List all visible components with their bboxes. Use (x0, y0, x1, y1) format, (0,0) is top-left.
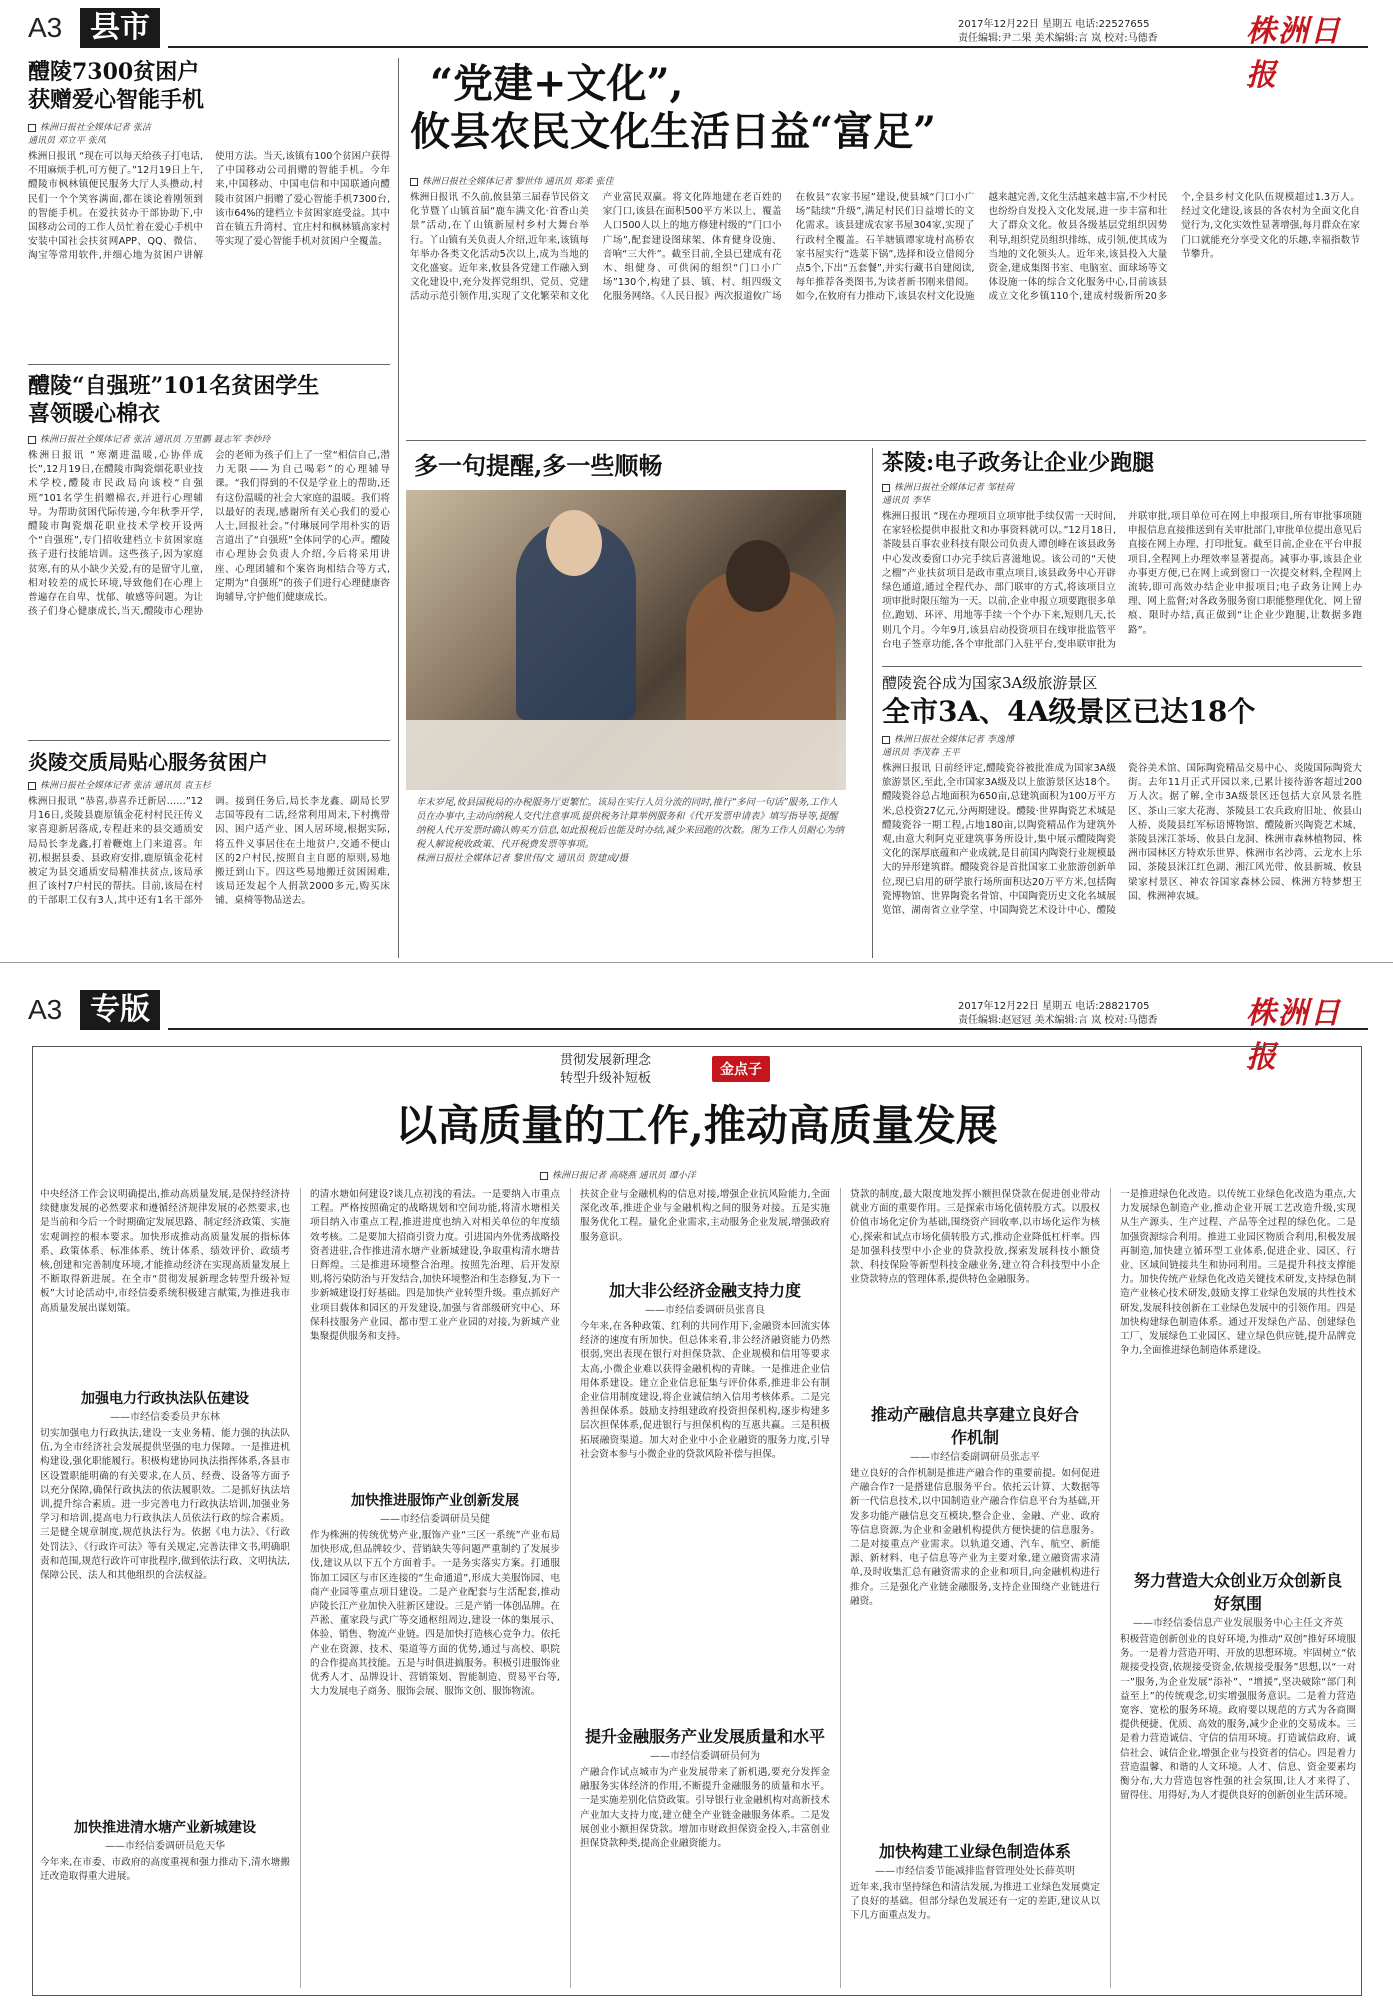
headline: “党建+文化”, (430, 60, 684, 107)
section-title: 加快推进服饰产业创新发展 (351, 1493, 519, 1509)
story-title: 醴陵“自强班”101名贫困学生 (28, 373, 320, 399)
section-author: ——市经信委调研员危天华 (105, 1841, 225, 1852)
square-icon (882, 484, 890, 492)
story-liling-porcelain (882, 672, 1362, 958)
kicker-line2: 转型升级补短板 (560, 1071, 652, 1086)
section-title: 推动产融信息共享建立良好合作机制 (870, 1405, 1079, 1447)
photo-clerk-head (546, 510, 602, 576)
photo-story-title: 多一句提醒,多一些顺畅 (414, 451, 663, 480)
bottom-column-2 (310, 1188, 560, 1988)
section-title: 加强电力行政执法队伍建设 (81, 1391, 249, 1407)
column-intro: 中央经济工作会议明确提出,推动高质量发展,是保持经济持续健康发展的必然要求和遵循经济规律发展的必然要求,也是当前和今后一个时期确定发展思路、制定经济政策、实施宏观调控的根本要求。加快形成推动高质量发展的指标体系、政策体系、标准体系、统计体系、绩效评价、政绩考核,创建和完善制度环境,才能推动经济在实现高质量发展上不断取得新进展。在全市“贯彻发展新理念转型升级补短板”大讨论活动中,市经信委系统积极建言献策,为推进我市高质量发展出谋划策。 (40, 1189, 290, 1314)
column-divider (300, 1188, 301, 1988)
story-body: 株洲日报讯 “现在可以每天给孩子打电话,不用麻烦手机,可方便了。”12月19日上午,醴陵市枫林镇便民服务大厅人头攒动,村民们一个个笑容满面,都在谈论着刚领到的智能手机。在爱扶贫办干部协助下,中国移动公司的工作人员忙着在爱心手机中安装中国社会扶贫网APP、QQ、微信、淘宝等常用软件,并细心地为贫困户讲解使用方法。当天,该镇有100个贫困户获得了中国移动公司捐赠的智能手机。今年来,中国移动、中国电信和中国联通向醴陵市贫困户捐赠了爱心智能手机7300台,该市64%的建档立卡贫困家庭受益。其中首在镇五升湾村、宜庄村和枫林镇高家村等实现了爱心智能手机对贫困户全覆盖。 (28, 151, 390, 262)
section-body: 今年来,在各种政策、红利的共同作用下,金融资本回流实体经济的速度有所加快。但总体来看,非公经济融资能力仍然很弱,突出表现在银行对担保贷款、企业规模和信用等要求太高,小微企业难以获得金融机构的青睐。一是推进企业信用体系建设。建立企业信息征集与评价体系,推进非公有制企业信用制度建设,将企业诚信纳入信用考核体系。二是完善担保体系。鼓励支持组建政府投资担保机构,逐步构建多层次担保体系,促进银行与担保机构的互惠共赢。三是积极拓展融资渠道。加大对企业中小企业融资的服务力度,引导社会资本参与小微企业的贷款风险补偿与担保。 (580, 1321, 830, 1460)
photo-credit: 株洲日报社全媒体记者 黎世伟/文 通讯员 贺建成/摄 (416, 853, 629, 864)
square-icon (28, 124, 36, 132)
divider (28, 740, 390, 741)
photo-man-head (726, 540, 790, 612)
bottom-column-4 (850, 1188, 1100, 1988)
story-byline: 株洲日报社全媒体记者 张洁 通讯员 邓立平 张凤 (28, 123, 151, 146)
section-title: 加快推进清水塘产业新城建设 (74, 1820, 256, 1836)
badge: 金点子 (712, 1056, 770, 1082)
section-body: 切实加强电力行政执法,建设一支业务精、能力强的执法队伍,为全市经济社会发展提供坚强的电力保障。一是推进机构建设,强化职能履行。积极构建协同执法指挥体系,各县市区设置职能明确的有关要求,在人员、经费、设备等方面予以充分保障,确保行政执法的依法履职效。二是抓好执法培训,提升综合素质。进一步完善电力行政执法培训,加强业务学习和培训,提高电力行政执法人员依法行政的综合素质。三是健全规章制度,规范执法行为。依据《电力法》、《行政处罚法》、《行政许可法》等有关规定,完善法律文书,明确职责和范围,规范行政许可审批程序,做到依法行政、文明执法,保障公民、法人和其他组织的合法权益。 (40, 1428, 290, 1582)
section-title: 努力营造大众创业万众创新良好氛围 (1133, 1571, 1342, 1613)
special-byline: 株洲日报记者 高晓燕 通讯员 谭小洋 (540, 1170, 960, 1183)
bottom-column-1 (40, 1188, 290, 1988)
square-icon (540, 1172, 548, 1180)
kicker-block (560, 1052, 860, 1092)
story-chaling (882, 448, 1362, 664)
bottom-column-3 (580, 1188, 830, 1988)
section-title: 加大非公经济金融支持力度 (608, 1281, 801, 1300)
section-author: ——市经信委调研员吴健 (380, 1514, 490, 1525)
column-divider (570, 1188, 571, 1988)
section-author: ——市经信委副调研员张志平 (910, 1452, 1040, 1463)
square-icon (28, 782, 36, 790)
story-body: 株洲日报讯 不久前,攸县第三届春节民俗文化节暨丫山镇首届“鹿车满文化·首香山美景”活动,在丫山镇新屋村乡村大舞台举行。丫山镇有关负责人介绍,近年来,该镇每年举办各类文化活动5次以上,成为当地的文化盛宴。近年来,攸县各党建工作融入到文化建设中,充分发挥党组织、党员、党建活动示范引领作用,实现了文化繁荣和文化产业富民双赢。将文化阵地建在老百姓的家门口,该县在面积500平方米以上、覆盖人口500人以上的地方修建村级的“门口小广场”,配套建设图球架、体育健身设施、音响“三大件”。截至目前,全县已建成有花木、组健身、可供闲的组织“门口小广场”130个,构建了县、镇、村、组四级文化服务网络。《人民日报》两次报道攸广场在攸县“农家书屋”建设,使县城“门口小广场”陆续“升级”,满足村民们日益增长的文化需求。该县建成农家书屋304家,实现了行政村全覆盖。石羊塘镇谭家垅村高桥农家书屋实行“选菜下锅”,选择和设立借阅分点5个,下出“五套餐”,并实行藏书自建阅读,每年推荐各类图书,为读者新书刚来借阅。如今,在攸府有力推动下,该县农村文化设施越来越完善,文化生活越来越丰富,不少村民也纷纷自发投入文化发展,进一步丰富和壮大了群众文化。攸县各级基层党组织因势利导,组织党员组织排练、成引领,使其成为当地的文化领头人。近年来,该县投入大量资金,建成集图书室、电脑室、面球场等文体设施一体的综合文化服务中心,目前该县成立文化乡镇110个,建成村级新所20多个,全县乡村文化队伍规模超过1.3万人。经过文化建设,该县的各农村为全面文化自觉行为,文化实效性显著增强,每月群众在家门口就能充分享受文化的乐趣,幸福指数节节攀升。 (410, 192, 1360, 303)
section-author: ——市经信委调研员何为 (650, 1751, 760, 1762)
story-smartphones (28, 58, 390, 358)
news-photo (406, 490, 846, 790)
story-title: 炎陵交质局贴心服务贫困户 (28, 750, 268, 774)
story-byline: 株洲日报社全媒体记者 张洁 通讯员 袁玉杉 (28, 780, 390, 793)
column-divider (1110, 1188, 1111, 1988)
page-number: A3 (28, 994, 63, 1025)
story-title-line2: 喜领暖心棉衣 (28, 401, 161, 427)
column-intro: 贷款的制度,最大限度地发挥小额担保贷款在促进创业带动就业方面的重要作用。三是探索市场化债转股方式。以股权价值市场化定价为基础,围绕资产回收率,以市场化运作为核心,探索和试点市场化债转股方式,推动企业降低杠杆率。四是加强科技型中小企业的贷款投放,探索发展科技小额贷款、科技保险等新型科技金融业务,建立符合科技型中小企业贷款特点的管理体系,提供特色金融服务。 (850, 1189, 1100, 1286)
square-icon (28, 436, 36, 444)
story-title: 茶陵:电子政务让企业少跑腿 (882, 450, 1155, 476)
story-byline: 株洲日报社全媒体记者 黎世伟 通讯员 郑柔 张佳 (410, 176, 630, 189)
story-title: 醴陵7300贫困户 (28, 59, 200, 85)
headline-line2: 攸县农民文化生活日益“富足” (410, 108, 937, 155)
editor-line: 责任编辑:赵冠冠 美术编辑:言 岚 校对:马德香 (958, 1015, 1158, 1026)
story-party-culture (410, 60, 1360, 440)
section-body: 近年来,我市坚持绿色和清洁发展,为推进工业绿色发展奠定了良好的基础。但部分绿色发展还有一定的差距,建议从以下几方面重点发力。 (850, 1882, 1100, 1922)
photo-desk (406, 720, 846, 790)
story-cotton-coats (28, 372, 390, 732)
masthead-logo: 株洲日报 (1246, 14, 1342, 93)
date-line: 2017年12月22日 星期五 电话:22527655 (958, 19, 1150, 30)
section-body: 积极营造创新创业的良好环境,为推动“双创”推好环境服务。一是着力营造开明、开放的思想环境。牢固树立“依规接受投资,依规接受资金,依规接受服务”思想,以“一对一”服务,为企业发展“添补”、“增援”,坚决破除“部门利益至上”的传统观念,切实增强服务意识。二是着力营造宽容、宽松的服务环境。政府要以规范的方式为各商圈提供便捷、优质、高效的服务,减少企业的交易成本。三是着力营造诚信、守信的信用环境。打造诚信政府、诚信社会、诚信企业,增强企业与投资者的信心。四是着力营造温馨、和谐的人文环境。人才、信息、资金要素均衡分布,大力营造包容性强的社会氛围,让人才来得了、留得住、用得好,为人才提供良好的创新创业生活环境。 (1120, 1634, 1356, 1802)
section-author: ——市经信委委员尹东林 (110, 1412, 220, 1423)
square-icon (410, 178, 418, 186)
column-intro: 一是推进绿色化改造。以传统工业绿色化改造为重点,大力发展绿色制造产业,推动企业开展工艺改造升级,实现从生产源头、生产过程、产品等全过程的绿色化。二是加强资源综合利用。推进工业园区物质合利用,积极发展再制造,加快建立循环型工业体系,促进企业、园区、行业、区域间链接共生和协同利用。三是提升科技支撑能力。加快传统产业绿色化改造关键技术研发,支持绿色制造产业核心技术研发,鼓励支撑工业绿色发展的共性技术研发,发展科技创新在工业绿色发展中的引领作用。四是加快构建绿色制造体系。通过开发绿色产品、创建绿色工厂、发展绿色工业园区、建立绿色供应链,提升品牌竞争力,全面推进绿色制造体系建设。 (1120, 1189, 1356, 1357)
section-title: 提升金融服务产业发展质量和水平 (584, 1727, 825, 1746)
section-author: ——市经信委节能减排监督管理处处长薛英明 (875, 1866, 1075, 1877)
story-title: 全市3A、4A级景区已达18个 (882, 695, 1256, 728)
header-rule (168, 1028, 1368, 1030)
photo-story (406, 448, 866, 958)
story-byline: 株洲日报社全媒体记者 张洁 通讯员 万里鹏 聂志军 李妙玲 (28, 434, 390, 447)
kicker-line1: 贯彻发展新理念 (560, 1053, 652, 1068)
special-headline: 以高质量的工作,推动高质量发展 (395, 1101, 998, 1150)
story-yanling (28, 748, 390, 956)
column-divider (398, 58, 399, 958)
story-title-line2: 获赠爱心智能手机 (28, 87, 205, 113)
section-label: 专版 (80, 990, 160, 1030)
section-body: 作为株洲的传统优势产业,服饰产业“三区一系统”产业布局加快形成,但品牌较少、营销缺失等问题严重制约了发展步伐,建议从以下五个方面着手。一是务实落实方案。打通服饰加工园区与市区连接的“生命通道”,形成大美服饰园、电商产业园等重点项目建设。二是产业配套与生活配套,推动庐陵长江产业加快入驻新区建设。三是产销一体创品牌。在芦淞、董家段与武广等交通枢纽周边,建设一体的集展示、体验、销售、物流产业链。四是加快打造核心竞争力。依托产业在资源、技术、渠道等方面的优势,通过与高校、职院的合作提高其技能。五是与时俱进搞服务。积极引进服饰业优秀人才、品牌设计、营销策划、智能制造、贸易平台等,大力发展电子商务、服饰会展、服饰文创、服饰物流。 (310, 1530, 560, 1698)
story-body: 株洲日报讯 “寒潮进温暖,心协伴成长”,12月19日,在醴陵市陶瓷烟花职业技术学校,醴陵市民政局向该校“自强班”101名学生捐赠棉衣,并进行心理辅导。为帮助贫困代际传递,今年秋季开学,醴陵市陶瓷烟花职业技术学校开设两个“自强班”,专门招收建档立卡贫困家庭孩子进行技能培训。这些孩子,因为家庭贫寒,有的从小缺少关爱,有的是留守儿童,相对较差的成长环境,导致他们在心理上普遍存在自卑、忧郁、敏感等问题。为让孩子们身心健康成长,当天,醴陵市心理协会的老师为孩子们上了一堂“相信自己,潜力无限——为自己喝彩”的心理辅导课。“我们得到的不仅是学业上的帮助,还有这份温暖的社会大家庭的温暖。我们将以最好的表现,感谢所有关心我们的爱心人士,回报社会。”付琳展同学用朴实的语言道出了“自强班”全体同学的心声。醴陵市心理协会负责人介绍,今后将采用讲座、心理团辅和个案咨询相结合等方式,定期为“自强班”的孩子们进行心理健康咨询辅导,守护他们健康成长。 (28, 450, 390, 618)
page-number: A3 (28, 12, 63, 43)
section-title: 加快构建工业绿色制造体系 (878, 1842, 1071, 1861)
photo-caption: 年末岁尾,攸县国税局的办税服务厅更繁忙。该局在实行人员分流的同时,推行“多问一句话”服务,工作人员在办事中,主动向纳税人交代注意事项,提供税务计算举例服务和《代开发票申请表》填写指导等,提醒纳税人代开发票时确认购买方信息,如此报税后也能及时办结,减少来回跑的次数。图为工作人员耐心为纳税人解说税收政策、代开税费发票等事项。 株洲日报社全媒体记者 黎世伟/文 通讯员 贺建成/摄 (416, 797, 844, 864)
story-byline: 株洲日报社全媒体记者 邹桂荷 通讯员 李华 (882, 483, 1014, 506)
section-body: 今年来,在市委、市政府的高度重视和强力推动下,清水塘搬迁改造取得重大进展。 (40, 1857, 290, 1883)
square-icon (882, 736, 890, 744)
page-split (0, 962, 1393, 963)
section-author: ——市经信委信息产业发展服务中心主任文齐英 (1133, 1618, 1343, 1629)
column-divider (840, 1188, 841, 1988)
bottom-column-5 (1120, 1188, 1356, 1988)
divider (28, 364, 390, 365)
section-label: 县市 (80, 8, 160, 48)
story-kicker: 醴陵瓷谷成为国家3A级旅游景区 (882, 674, 1098, 692)
masthead-logo: 株洲日报 (1246, 996, 1342, 1075)
header-rule (168, 46, 1368, 48)
section-body: 产融合作试点城市为产业发展带来了新机遇,要充分发挥金融服务实体经济的作用,不断提升金融服务的质量和水平。一是实施差别化信贷政策。引导银行业金融机构对高新技术产业加大支持力度,建立健全产业链金融服务体系。二是发展创业小额担保贷款。增加市财政担保资金投入,丰富创业担保贷款种类,提高企业融资能力。 (580, 1767, 830, 1850)
story-body: 株洲日报讯 日前经评定,醴陵瓷谷被批准成为国家3A级旅游景区,至此,全市国家3A级及以上旅游景区达18个。醴陵瓷谷总占地面积为650亩,总建筑面积为100万平方米,总投资27亿元,分两期建设。醴陵·世界陶瓷艺术城是醴陵瓷谷一期工程,占地180亩,以陶瓷精品作为建筑外观,由意大利阿克亚建筑事务所设计,集中展示醴陵陶瓷文化的深厚底蕴和产业成就,是目前国内陶瓷行业规模最大的异形建筑群。醴陵瓷谷是首批国家工业旅游创新单位,现已启用的研学旅行场所面积达20万平方米,包括陶瓷博物馆、世界陶瓷名骨馆、中国陶瓷历史文化名城展览馆、湖南省立业学堂、中国陶瓷艺术设计中心、醴陵瓷谷美术馆、国际陶瓷精品交易中心、炎陵国际陶瓷大街。去年11月正式开园以来,已累计接待游客超过200万人次。据了解,全市3A级景区还包括大京风景名胜区、茶山三家大花海、茶陵县工农兵政府旧址、攸县山人桥、炎陵县红军标语博物馆、醴陵新兴陶瓷艺术城、茶陵县洣江茶场、攸县白龙洞、株洲市森林植物园、株洲市园林区方特欢乐世界、株洲市名沙湾、云龙水上乐园、茶陵县洣江红色湖、湘江风光带、攸县新城、攸县梁家村景区、神农谷国家森林公园、株洲方特梦想王国、株洲神农城。 (882, 763, 1362, 917)
column-divider (872, 448, 873, 958)
story-body: 株洲日报讯 “恭喜,恭喜乔迁新居……”12月16日,炎陵县鹿原镇金花村村民汪传义家喜迎新居落成,专程赶来的县交通质安局局长李龙鑫,打着鞭炮上门来道喜。年初,根据县委、县政府安排,鹿原镇金花村被定为县交通质安局精准扶贫点,该局承担了该村7户村民的帮扶。目前,该局在村的干部职工仅有3人,其中还有1名干部外调。接到任务后,局长李龙鑫、副局长罗志国等段有二话,经常利用周末,下村携带因、困户适产业、困人居环境,根据实际,将五件义事居住在土地贫户,交通不便山区的2户村民,按照自主自愿的原则,易地搬迁到山下。四这些易地搬迁贫困困难,该局还发起个人捐款2000多元,购买床铺、桌椅等物品送去。 (28, 796, 390, 907)
divider (406, 440, 1366, 441)
column-intro: 的清水塘如何建设?谈几点初浅的看法。一是要纳入市重点工程。严格按照确定的战略规划和空间功能,将清水塘相关项目纳入市重点工程,推进进度也纳入对相关单位的年度绩效考核。二是要加大招商引资力度。引进国内外优秀战略投资者进驻,合作推进清水塘产业新城建设,争取重构清水塘昔日辉煌。三是推进环境整合治理。按照先治理、后开发原则,将污染防治与开发结合,加快环境整治和生态修复,为下一步新城建设打好基础。四是加快产业转型升级。重点抓好产业项目载体和园区的开发建设,加强与省部级研究中心、环保科技服务产业园、都市型工业产业园的对接,为新城产业集聚提供服务和支持。 (310, 1189, 560, 1343)
story-body: 株洲日报讯 “现在办理项目立项审批手续仅需一天时间,在家轻松提供申报批文和办事资料就可以。”12月18日,茶陵县百事农业科技有限公司负责人谭创峰在该县政务中心发改委窗口办完手续后喜滋地说。该公司的“天使之榴”产业扶贫项目是政市重点项目,该县政务中心开辟绿色通道,通过全程代办、部门联审的方式,将该项目立项审批时限压缩为一天。以前,企业申报立项要跑很多单位,跑划、环评、用地等手续一个个办下来,短则几天,长则几个月。今年9月,该县启动投资项目在线审批监管平台电子签章功能,各个审批部门入驻平台,变串联审批为并联审批,项目单位可在网上申报项目,所有审批事项随申报信息直接推送到有关审批部门,审批单位提出意见后直接在网上办理、打印批复。截至目前,企业在平台申报项目,全程网上办理效率显著提高。减事办事,该县企业办事更方便,已在网上或到窗口一次提交材料,全程网上流转,即可高效办结企业申报项目;电子政务让网上办理、网上监督;对各政务服务窗口职能整理优化、网上留痕、限时办结,真正做到“让企业少跑腿,让数据多跑路”。 (882, 511, 1362, 650)
column-intro: 扶贫企业与金融机构的信息对接,增强企业抗风险能力,全面深化改革,推进企业与金融机构之间的服务对接。五是实施服务优化工程。量化企业需求,主动服务企业发展,增强政府服务意识。 (580, 1189, 830, 1243)
story-byline: 株洲日报社全媒体记者 李逸博 通讯员 李茂春 王平 (882, 735, 1014, 758)
divider (882, 666, 1362, 667)
editor-line: 责任编辑:尹二果 美术编辑:言 岚 校对:马德香 (958, 33, 1158, 44)
date-line: 2017年12月22日 星期五 电话:28821705 (958, 1001, 1150, 1012)
section-body: 建立良好的合作机制是推进产融合作的重要前提。如何促进产融合作?一是搭建信息服务平台。依托云计算、大数据等新一代信息技术,以中国制造业产融合作信息平台为基础,开发多功能产融信息交互模块,整合企业、金融、产业、政府等信息资源,为企业和金融机构提供方便快捷的信息服务。二是对接重点产业需求。以轨道交通、汽车、航空、新能源、新材料、电子信息等产业为主要对象,建立融资需求清单,及时收集汇总有融资需求的企业和项目,向金融机构进行推介。三是强化产业链金融服务,支持企业围绕产业链进行融资。 (850, 1468, 1100, 1607)
section-author: ——市经信委调研员张喜良 (645, 1305, 765, 1316)
